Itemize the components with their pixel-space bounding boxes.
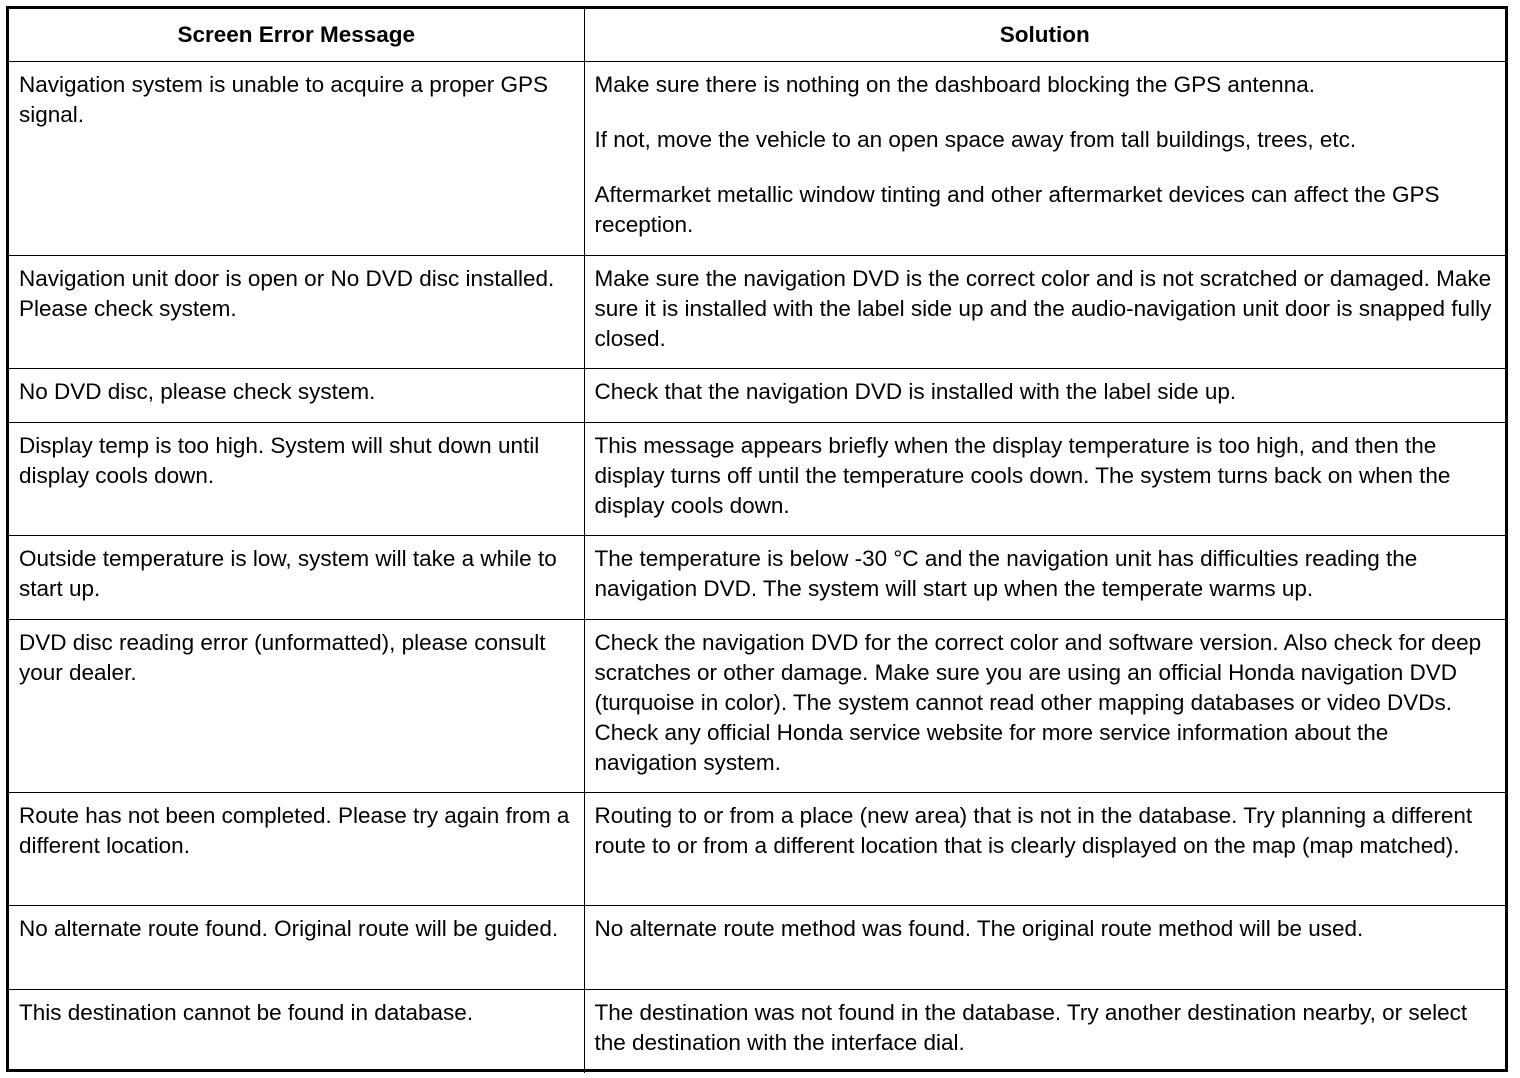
- error-message-cell: Navigation system is unable to acquire a proper GPS signal.: [9, 61, 584, 255]
- error-message-table: [9, 9, 1505, 1073]
- error-message-cell: DVD disc reading error (unformatted), please consult your dealer.: [9, 619, 584, 792]
- solution-paragraph: Make sure there is nothing on the dashboard blocking the GPS antenna.: [594, 71, 1315, 97]
- solution-paragraph: Aftermarket metallic window tinting and other aftermarket devices can affect the GPS reception.: [594, 181, 1440, 237]
- table-row: [9, 61, 1505, 255]
- solution-paragraph: Check the navigation DVD for the correct color and software version. Also check for deep scratches or other damage. Make sure you are using an official Honda navigation DVD (turquoise in color). The system cannot read other mapping databases or video DVDs. Check any official Honda service website for more service information about the navigation system.: [594, 629, 1482, 775]
- solution-cell: [584, 61, 1505, 255]
- table-row: [9, 989, 1505, 1073]
- table-row: [9, 422, 1505, 535]
- solution-cell: [584, 368, 1505, 422]
- column-header-solution: Solution: [584, 9, 1505, 61]
- error-message-cell: Route has not been completed. Please try again from a different location.: [9, 792, 584, 905]
- solution-cell: [584, 422, 1505, 535]
- error-message-cell: Outside temperature is low, system will take a while to start up.: [9, 535, 584, 619]
- error-message-cell: This destination cannot be found in database.: [9, 989, 584, 1073]
- table-row: [9, 255, 1505, 368]
- solution-cell: [584, 255, 1505, 368]
- error-message-cell: No alternate route found. Original route will be guided.: [9, 905, 584, 989]
- solution-paragraph: Routing to or from a place (new area) that is not in the database. Try planning a different route to or from a different location that is clearly displayed on the map (map matched).: [594, 802, 1473, 858]
- solution-paragraph: Make sure the navigation DVD is the correct color and is not scratched or damaged. Make sure it is installed with the label side up and the audio-navigation unit door is snapped fully closed.: [594, 265, 1492, 351]
- solution-cell: [584, 619, 1505, 792]
- error-message-cell: Display temp is too high. System will shut down until display cools down.: [9, 422, 584, 535]
- column-header-message: Screen Error Message: [9, 9, 584, 61]
- table-row: [9, 619, 1505, 792]
- solution-paragraph: The temperature is below -30 °C and the navigation unit has difficulties reading the navigation DVD. The system will start up when the temperate warms up.: [594, 545, 1418, 601]
- solution-cell: [584, 989, 1505, 1073]
- table-row: [9, 535, 1505, 619]
- solution-cell: [584, 535, 1505, 619]
- table-row: [9, 905, 1505, 989]
- solution-cell: [584, 792, 1505, 905]
- solution-paragraph: This message appears briefly when the display temperature is too high, and then the display turns off until the temperature cools down. The system turns back on when the display cools down.: [594, 432, 1451, 518]
- solution-paragraph: If not, move the vehicle to an open space away from tall buildings, trees, etc.: [594, 126, 1357, 152]
- table-row: [9, 792, 1505, 905]
- error-message-cell: Navigation unit door is open or No DVD disc installed. Please check system.: [9, 255, 584, 368]
- error-message-table-frame: [6, 6, 1508, 1072]
- table-row: [9, 368, 1505, 422]
- header-row: [9, 9, 1505, 61]
- solution-paragraph: Check that the navigation DVD is installed with the label side up.: [594, 378, 1237, 404]
- solution-paragraph: No alternate route method was found. The original route method will be used.: [594, 915, 1364, 941]
- solution-cell: [584, 905, 1505, 989]
- error-message-cell: No DVD disc, please check system.: [9, 368, 584, 422]
- solution-paragraph: The destination was not found in the database. Try another destination nearby, or select the destination with the interface dial.: [594, 999, 1468, 1055]
